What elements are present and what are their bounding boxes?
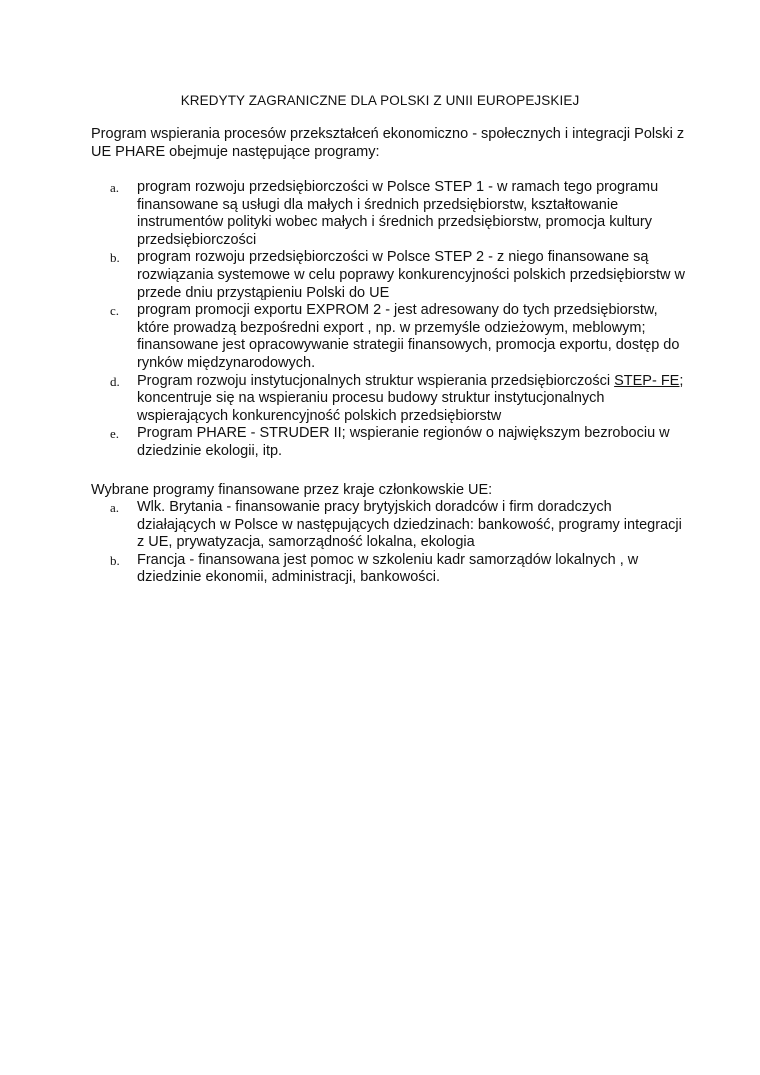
list-item — [91, 552, 691, 587]
list-marker: a. — [110, 500, 120, 515]
list-marker: b. — [110, 552, 120, 568]
list-marker: b. — [110, 250, 120, 266]
list-marker: d. — [110, 373, 120, 389]
list-item — [91, 373, 691, 426]
list-item — [91, 499, 691, 552]
list-item-text: program rozwoju przedsiębiorczości w Polsce STEP 2 - z niego finansowane są rozwiązania systemowe w celu poprawy konkurencyjności polskich przedsiębiorstw w przede dniu przystąpieniu Polski do UE — [137, 249, 686, 301]
list-item-text: Francja - finansowana jest pomoc w szkoleniu kadr samorządów lokalnych , w dziedzinie ekonomii, administracji, bankowości. — [137, 551, 639, 586]
section2-intro-paragraph: Wybrane programy finansowane przez kraje członkowskie UE: — [91, 482, 493, 498]
list-item-text: program rozwoju przedsiębiorczości w Polsce STEP 1 - w ramach tego programu finansowane są usługi dla małych i średnich przedsiębiorstw, kształtowanie instrumentów polityki wobec małych i średnich przedsiębiorstw, promocja kultury przedsiębiorczości — [137, 179, 659, 248]
list-item — [91, 302, 691, 372]
list-item — [91, 425, 691, 460]
list-item-text-after: koncentruje się na wspieraniu procesu budowy struktur instytucjonalnych wspierających konkurencyjność polskich przedsiębiorstw — [137, 390, 605, 424]
list-item-text-before: Program rozwoju instytucjonalnych struktur wspierania przedsiębiorczości — [137, 372, 615, 389]
list-marker: a. — [110, 180, 120, 195]
underlined-program-name: STEP- FE; — [614, 372, 684, 389]
list-item-text: Wlk. Brytania - finansowanie pracy brytyjskich doradców i firm doradczych działających w Polsce w następujących dziedzinach: bankowość, programy integracji z UE, prywatyzacja, samorządność lokalna, ekologia — [137, 499, 682, 551]
list-item-text: Program PHARE - STRUDER II; wspieranie regionów o największym bezrobociu w dziedzinie ekologii, itp. — [137, 425, 670, 459]
document-title: KREDYTY ZAGRANICZNE DLA POLSKI Z UNII EUROPEJSKIEJ — [180, 93, 580, 108]
list-item — [91, 179, 691, 249]
list-marker: e. — [110, 426, 120, 442]
list-item-text: program promocji exportu EXPROM 2 - jest adresowany do tych przedsiębiorstw, które prowadzą bezpośredni export , np. w przemyśle odzieżowym, meblowym; finansowane jest opracowywanie strategii finansowych, promocja exportu, dostęp do rynków międzynarodowych. — [137, 302, 680, 371]
countries-list — [91, 499, 691, 587]
programs-list — [91, 179, 691, 461]
intro-paragraph: Program wspierania procesów przekształceń ekonomiczno - społecznych i integracji Polski z UE PHARE obejmuje następujące programy: — [91, 126, 685, 160]
list-item — [91, 249, 691, 302]
list-marker: c. — [110, 303, 120, 319]
